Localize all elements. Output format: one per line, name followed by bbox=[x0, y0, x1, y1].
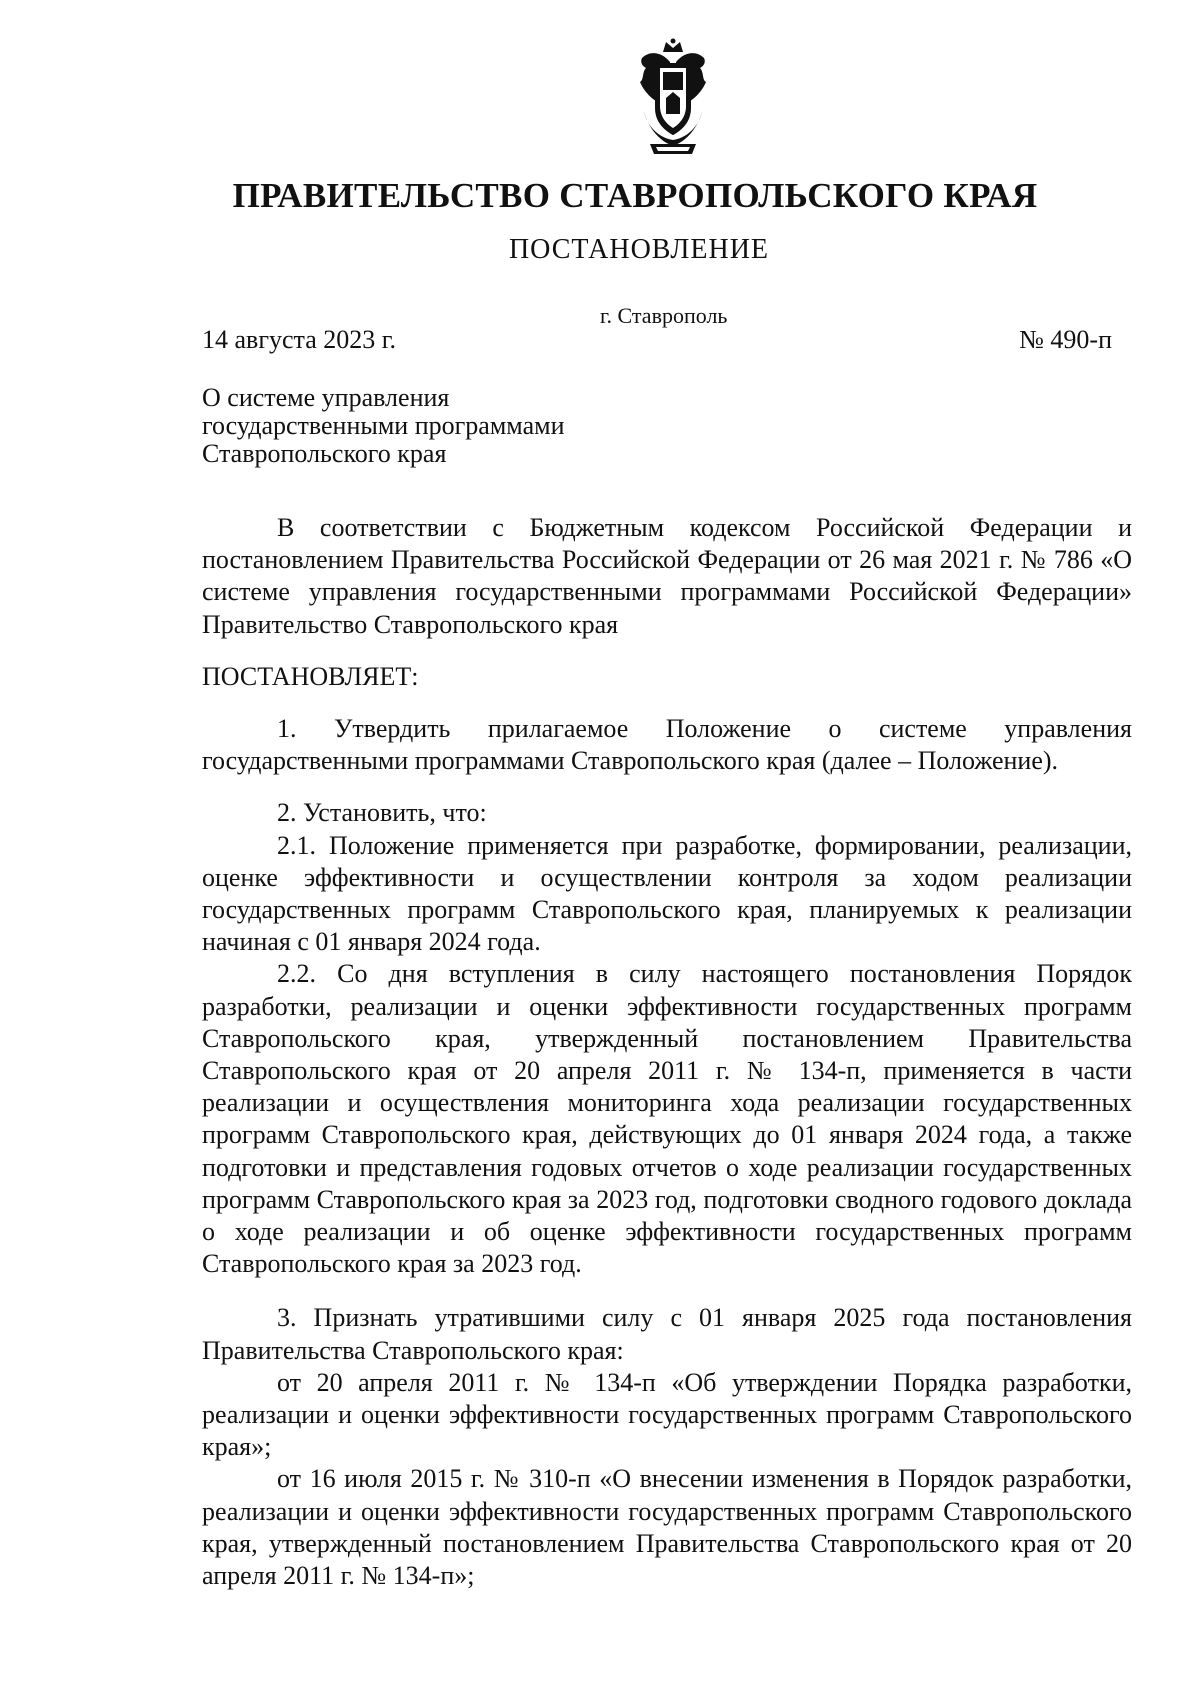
item-3-a-paragraph: от 20 апреля 2011 г. № 134-п «Об утверждении Порядка разработки, реализации и оценки эффективности государственных программ Ставропольского края»; bbox=[202, 1367, 1132, 1462]
preamble-paragraph: В соответствии с Бюджетным кодексом Российской Федерации и постановлением Правительства Российской Федерации от 26 мая 2021 г. № 786 «О системе управления государственными программами Российской Федерации» Правительство Ставропольского края bbox=[202, 513, 1132, 639]
document-body bbox=[202, 512, 1132, 1592]
document-type: ПОСТАНОВЛЕНИЕ bbox=[508, 234, 770, 265]
document-date: 14 августа 2023 г. bbox=[202, 325, 396, 354]
item-3-paragraph: 3. Признать утратившими силу с 01 января 2025 года постановления Правительства Ставропольского края: bbox=[202, 1303, 1132, 1365]
city-label: г. Ставрополь bbox=[600, 303, 728, 328]
item-2-1-paragraph: 2.1. Положение применяется при разработке, формировании, реализации, оценке эффективности и осуществлении контроля за ходом реализации государственных программ Ставропольского края, планируемых к реализации начиная с 01 января 2024 года. bbox=[202, 830, 1132, 957]
document-number: № 490-п bbox=[1019, 325, 1112, 354]
subject-line: государственными программами bbox=[202, 411, 565, 440]
government-title: ПРАВИТЕЛЬСТВО СТАВРОПОЛЬСКОГО КРАЯ bbox=[232, 176, 1038, 215]
document-subject bbox=[202, 384, 564, 468]
item-2-paragraph: 2. Установить, что: bbox=[277, 798, 487, 828]
subject-line: О системе управления bbox=[202, 383, 450, 412]
subject-line: Ставропольского края bbox=[202, 439, 447, 468]
coat-of-arms-icon bbox=[636, 38, 710, 158]
item-3-b-paragraph: от 16 июля 2015 г. № 310-п «О внесении изменения в Порядок разработки, реализации и оценки эффективности государственных программ Ставропольского края, утвержденный постановлением Правительства Ставропольского края от 20 апреля 2011 г. № 134-п»; bbox=[202, 1464, 1132, 1591]
item-1-paragraph: 1. Утвердить прилагаемое Положение о системе управления государственными программами Ставропольского края (далее – Положение). bbox=[202, 714, 1132, 776]
resolves-heading: ПОСТАНОВЛЯЕТ: bbox=[202, 661, 419, 691]
item-2-2-paragraph: 2.2. Со дня вступления в силу настоящего постановления Порядок разработки, реализации и оценки эффективности государственных программ Ставропольского края, утвержденный постановлением Правительства Ставропольского края от 20 апреля 2011 г. № 134-п, применяется в части реализации и осуществления мониторинга хода реализации государственных программ Ставропольского края, действующих до 01 января 2024 года, а также подготовки и представления годовых отчетов о ходе реализации государственных программ Ставропольского края за 2023 год, подготовки сводного годового доклада о ходе реализации и об оценке эффективности государственных программ Ставропольского края за 2023 год. bbox=[202, 959, 1132, 1279]
